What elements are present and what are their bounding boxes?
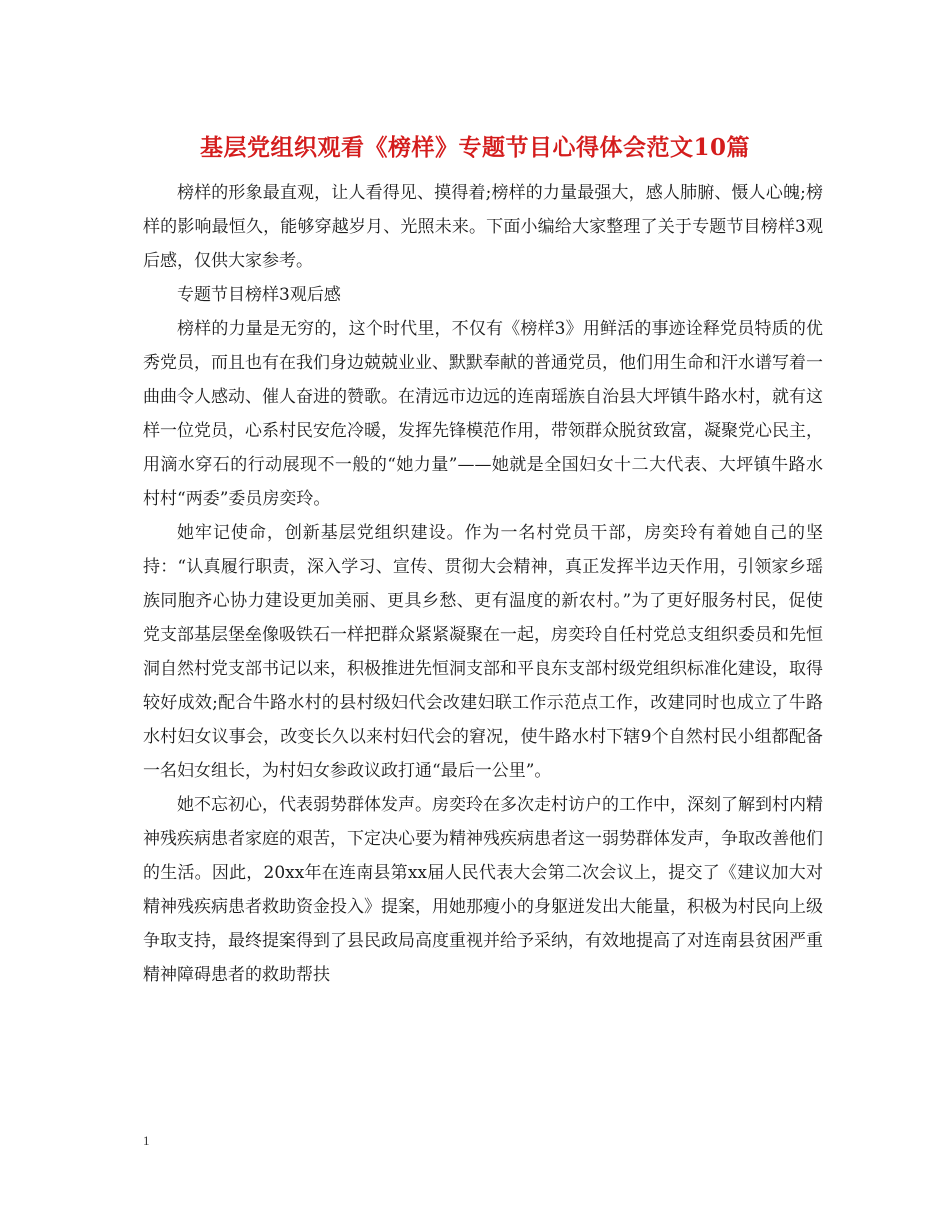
paragraph-3: 她不忘初心，代表弱势群体发声。房奕玲在多次走村访户的工作中，深刻了解到村内精神残疾病患者家庭的艰苦，下定决心要为精神残疾病患者这一弱势群体发声，争取改善他们的生活。因此，20xx年在连南县第xx届人民代表大会第二次会议上，提交了《建议加大对精神残疾病患者救助资金投入》提案，用她那瘦小的身躯迸发出大能量，积极为村民向上级争取支持，最终提案得到了县民政局高度重视并给予采纳，有效地提高了对连南县贫困严重精神障碍患者的救助帮扶 xyxy=(143,795,823,985)
paragraph-1: 榜样的力量是无穷的，这个时代里，不仅有《榜样3》用鲜活的事迹诠释党员特质的优秀党员，而且也有在我们身边兢兢业业、默默奉献的普通党员，他们用生命和汗水谱写着一曲曲令人感动、催人奋进的赞歌。在清远市边远的连南瑶族自治县大坪镇牛路水村，就有这样一位党员，心系村民安危冷暖，发挥先锋模范作用，带领群众脱贫致富，凝聚党心民主，用滴水穿石的行动展现不一般的“她力量”——她就是全国妇女十二大代表、大坪镇牛路水村村“两委”委员房奕玲。 xyxy=(143,319,823,509)
document-body xyxy=(143,176,823,992)
section-heading: 专题节目榜样3观后感 xyxy=(177,285,341,305)
page-number: 1 xyxy=(143,1133,150,1148)
paragraph-2: 她牢记使命，创新基层党组织建设。作为一名村党员干部，房奕玲有着她自己的坚持：“认真履行职责，深入学习、宣传、贯彻大会精神，真正发挥半边天作用，引领家乡瑶族同胞齐心协力建设更加美丽、更具乡愁、更有温度的新农村。”为了更好服务村民，促使党支部基层堡垒像吸铁石一样把群众紧紧凝聚在一起，房奕玲自任村党总支组织委员和先恒洞自然村党支部书记以来，积极推进先恒洞支部和平良东支部村级党组织标准化建设，取得较好成效;配合牛路水村的县村级妇代会改建妇联工作示范点工作，改建同时也成立了牛路水村妇女议事会，改变长久以来村妇代会的窘况，使牛路水村下辖9个自然村民小组都配备一名妇女组长，为村妇女参政议政打通“最后一公里”。 xyxy=(143,523,823,781)
paragraph-intro: 榜样的形象最直观，让人看得见、摸得着;榜样的力量最强大，感人肺腑、慑人心魄;榜样的影响最恒久，能够穿越岁月、光照未来。下面小编给大家整理了关于专题节目榜样3观后感，仅供大家参考。 xyxy=(143,183,823,271)
document-title: 基层党组织观看《榜样》专题节目心得体会范文10篇 xyxy=(199,134,750,161)
